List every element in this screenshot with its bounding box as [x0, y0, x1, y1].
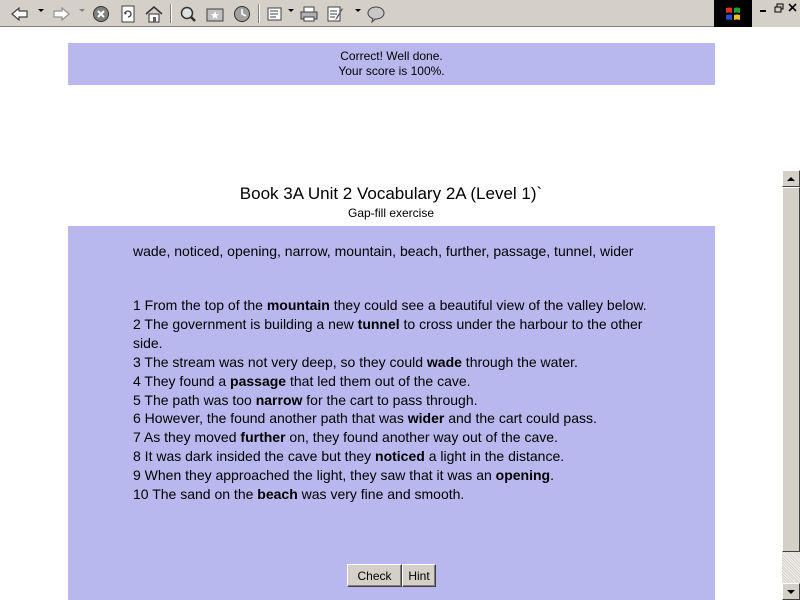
- question-item: [133, 409, 663, 428]
- question-text: a light in the distance.: [424, 448, 565, 465]
- print-icon[interactable]: [298, 3, 320, 24]
- discuss-icon[interactable]: [365, 3, 387, 24]
- mail-icon[interactable]: [265, 3, 287, 24]
- question-text: 5 The path was too: [133, 391, 256, 408]
- home-icon[interactable]: [143, 3, 165, 24]
- answer-word: noticed: [375, 448, 425, 465]
- question-item: [133, 428, 663, 447]
- question-text: 8 It was dark insided the cave but they: [133, 448, 376, 465]
- question-text: 7 As they moved: [133, 429, 241, 446]
- answer-word: beach: [257, 486, 298, 503]
- question-text: .: [550, 467, 554, 484]
- question-text: 9 When they approached the light, they saw that it was an: [133, 467, 496, 484]
- question-item: [133, 466, 663, 485]
- scroll-down-button[interactable]: [782, 583, 800, 600]
- scrollbar-thumb[interactable]: [782, 187, 800, 552]
- feedback-message: Correct! Well done.: [340, 49, 443, 63]
- question-text: 6 However, the found another path that was: [133, 410, 408, 427]
- question-text: to cross under the harbour to the other side.: [133, 315, 643, 351]
- question-text: for the cart to pass through.: [302, 391, 478, 408]
- arrow-up-icon: [787, 177, 795, 181]
- toolbar-separator: [258, 4, 260, 23]
- question-item: [133, 372, 663, 391]
- minimize-icon[interactable]: [756, 3, 772, 17]
- back-dropdown-icon[interactable]: [38, 9, 44, 12]
- answer-word: opening: [495, 467, 551, 484]
- mail-dropdown-icon[interactable]: [288, 9, 294, 12]
- question-text: and the cart could pass.: [444, 410, 597, 427]
- check-button[interactable]: Check: [347, 564, 402, 587]
- stop-icon[interactable]: [90, 3, 112, 24]
- question-item: [133, 315, 663, 353]
- scroll-up-button[interactable]: [782, 170, 800, 187]
- forward-arrow-icon[interactable]: [50, 3, 72, 24]
- answer-word: passage: [230, 372, 287, 389]
- history-icon[interactable]: [231, 3, 253, 24]
- question-text: 10 The sand on the: [133, 486, 258, 503]
- feedback-panel: [68, 43, 715, 85]
- question-item: [133, 485, 663, 504]
- search-icon[interactable]: [177, 3, 199, 24]
- question-item: [133, 391, 663, 410]
- favorites-icon[interactable]: [204, 3, 226, 24]
- question-text: 3 The stream was not very deep, so they could: [133, 353, 427, 370]
- question-text: 1 From the top of the: [133, 297, 267, 313]
- question-text: was very fine and smooth.: [297, 486, 465, 503]
- refresh-icon[interactable]: [117, 3, 139, 24]
- question-text: they could see a beautiful view of the valley below.: [329, 297, 647, 313]
- question-list: [133, 296, 663, 504]
- question-item: [133, 447, 663, 466]
- edit-icon[interactable]: [325, 3, 347, 24]
- arrow-down-icon: [787, 590, 795, 594]
- question-item: [133, 353, 663, 372]
- answer-word: wade: [426, 353, 462, 370]
- question-text: that led them out of the cave.: [286, 372, 471, 389]
- exercise-subtitle: Gap-fill exercise: [347, 206, 435, 220]
- question-text: on, they found another way out of the cave.: [285, 429, 558, 446]
- score-message: Your score is 100%.: [338, 64, 445, 78]
- vertical-scrollbar[interactable]: [782, 170, 800, 600]
- question-text: 4 They found a: [133, 372, 231, 389]
- exercise-panel: [68, 226, 715, 600]
- back-arrow-icon[interactable]: [9, 3, 31, 24]
- answer-word: mountain: [266, 297, 330, 313]
- window-controls: [714, 0, 800, 27]
- answer-word: narrow: [255, 391, 303, 408]
- answer-word: wider: [407, 410, 445, 427]
- answer-word: further: [240, 429, 286, 446]
- question-text: 2 The government is building a new: [133, 315, 358, 332]
- edit-dropdown-icon[interactable]: [355, 9, 361, 12]
- browser-toolbar: [0, 0, 800, 27]
- forward-dropdown-icon[interactable]: [79, 9, 85, 12]
- windows-logo-icon: [714, 0, 752, 27]
- close-icon[interactable]: [785, 3, 800, 17]
- exercise-title: Book 3A Unit 2 Vocabulary 2A (Level 1)`: [239, 184, 543, 203]
- word-bank: wade, noticed, opening, narrow, mountain, beach, further, passage, tunnel, wider: [133, 243, 634, 259]
- toolbar-separator: [170, 4, 172, 23]
- question-item: [133, 296, 663, 315]
- question-text: through the water.: [461, 353, 578, 370]
- hint-button[interactable]: Hint: [402, 564, 436, 587]
- answer-word: tunnel: [357, 315, 400, 332]
